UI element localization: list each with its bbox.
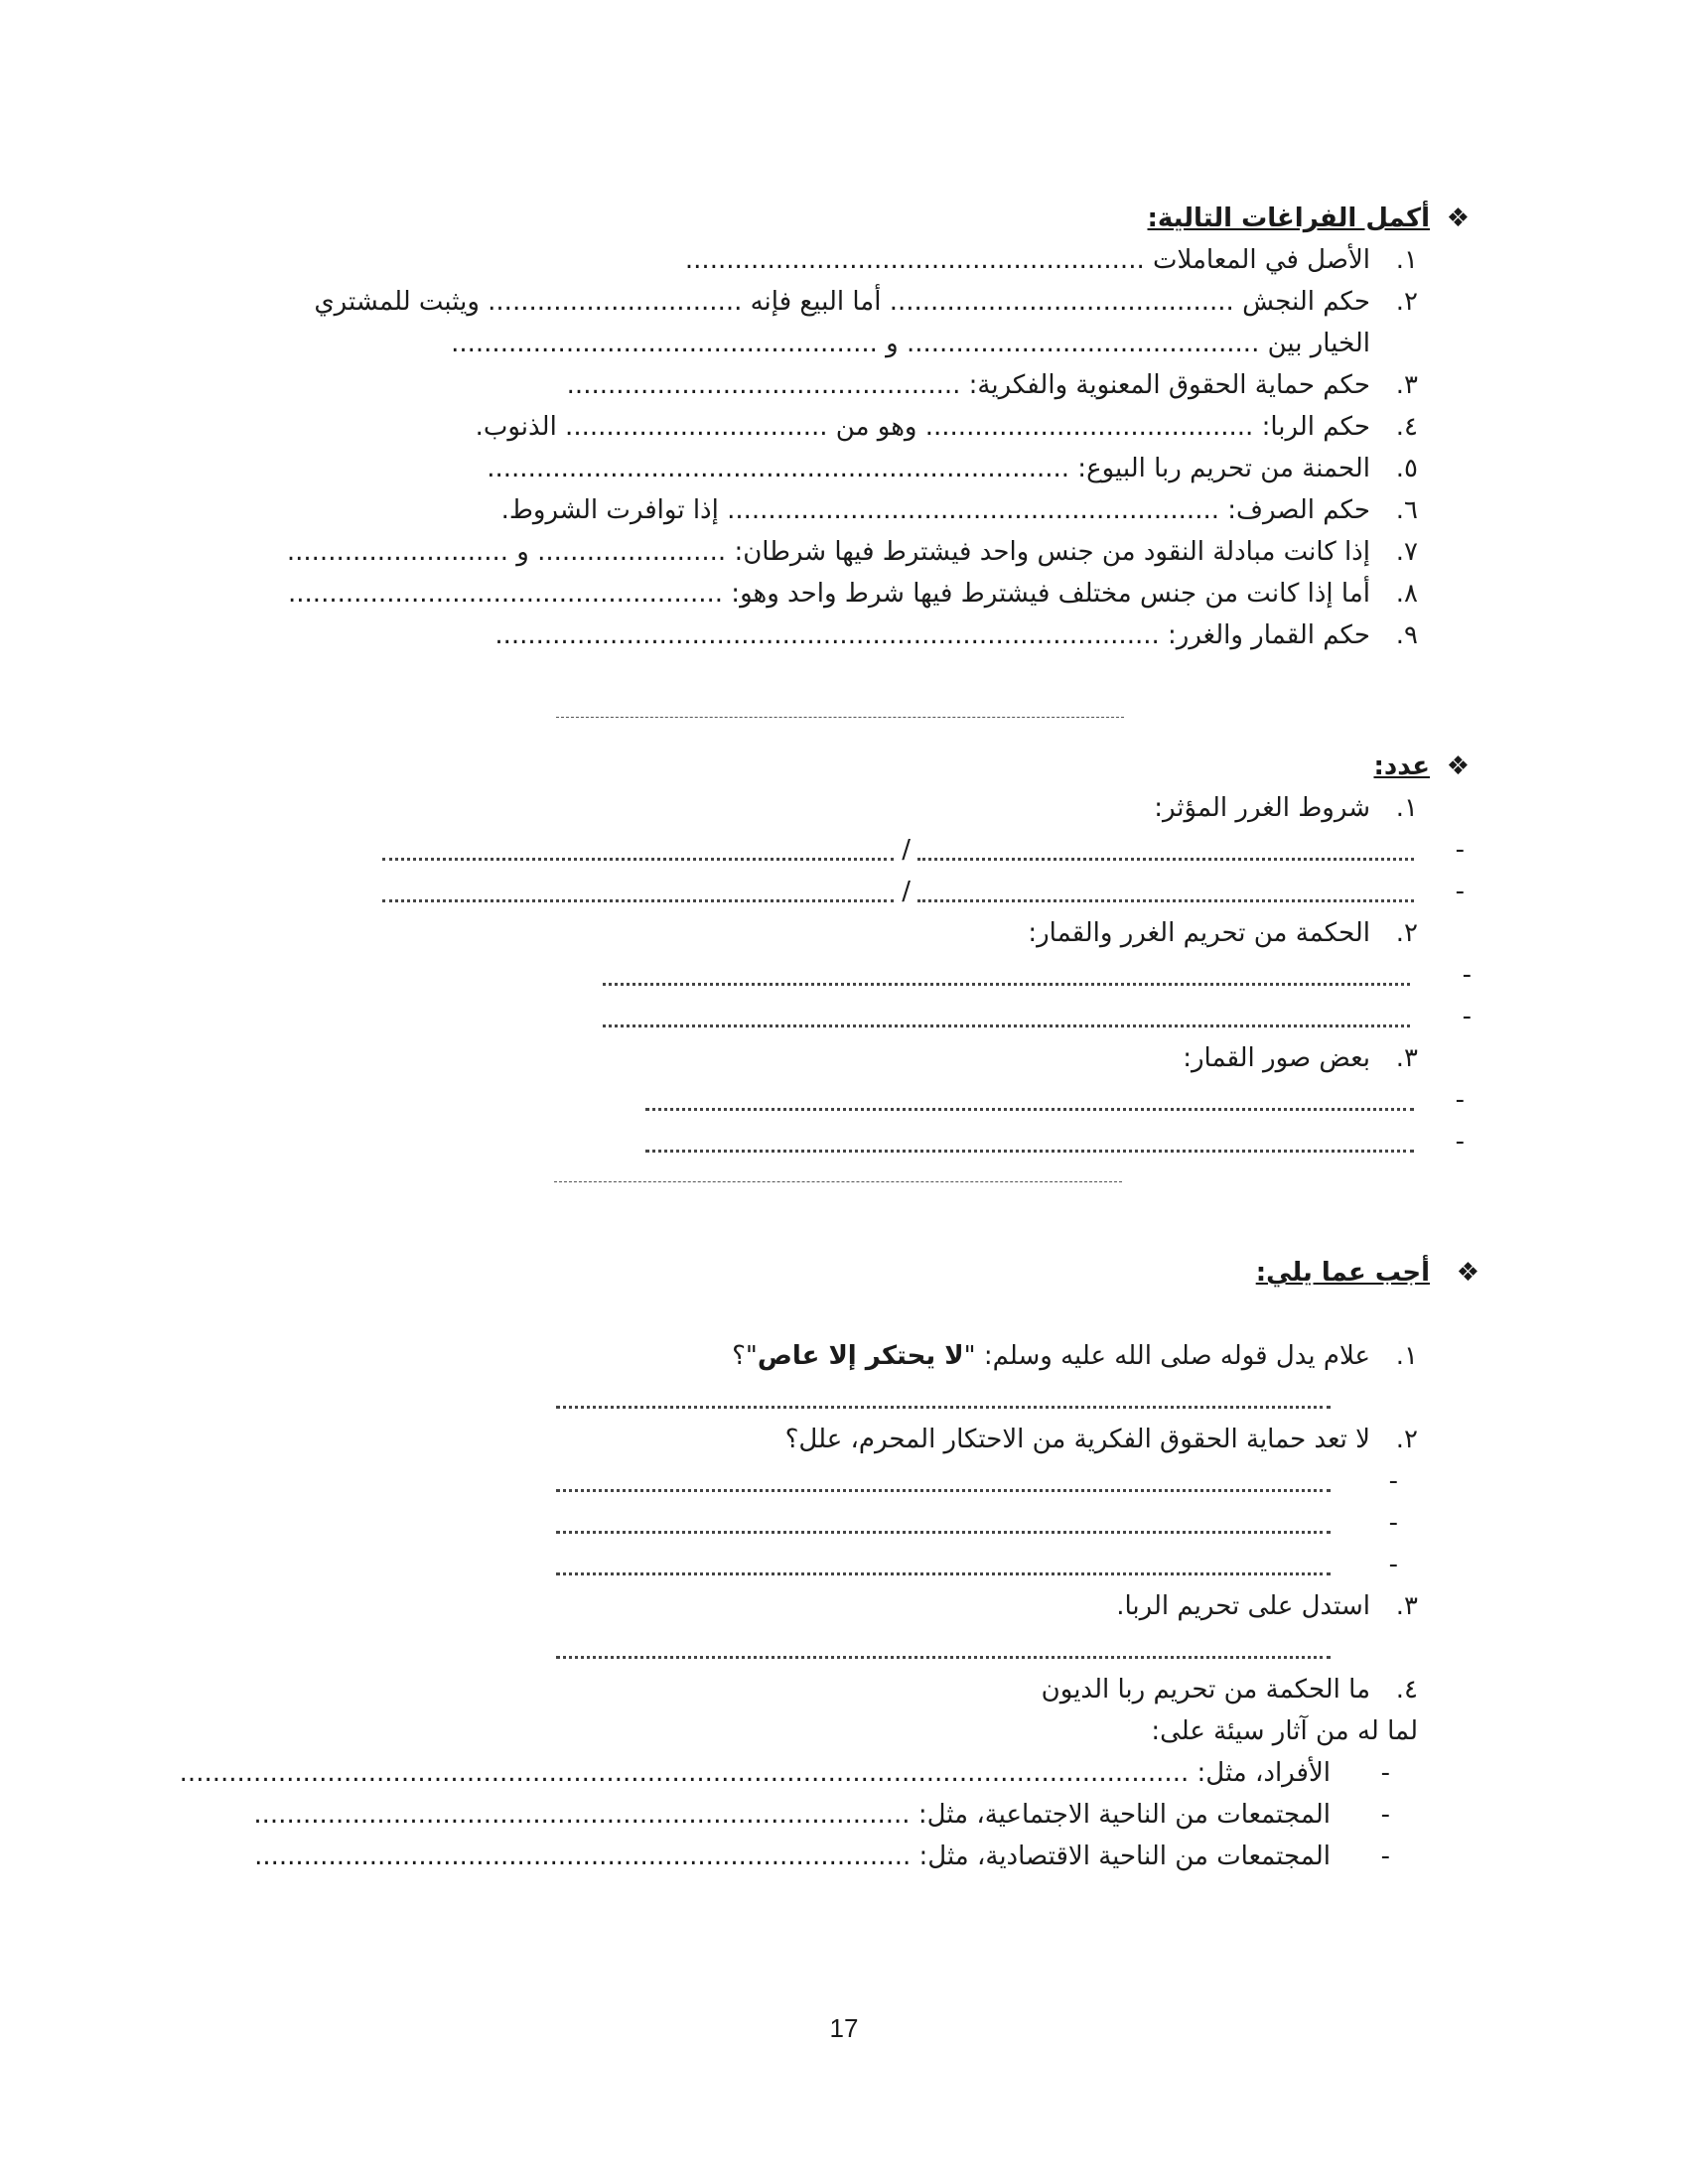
- answer-dots: [645, 1150, 1414, 1153]
- dash-bullet: -: [1388, 1466, 1398, 1496]
- item-number: ٣.: [1395, 370, 1418, 400]
- dash-bullet: -: [1455, 877, 1465, 906]
- dash-bullet: -: [1455, 1085, 1465, 1115]
- answer-dots: [556, 1531, 1331, 1534]
- fill-blank-line: حكم الربا: ........................................ وهو من ................................ الذنوب.: [475, 412, 1370, 442]
- effect-line: المجتمعات من الناحية الاقتصادية، مثل: ................................................................................: [254, 1842, 1331, 1871]
- fill-blank-line: حكم حماية الحقوق المعنوية والفكرية: ................................................: [566, 370, 1370, 400]
- fill-blank-line: الحمنة من تحريم ربا البيوع: .......................................................................: [487, 454, 1370, 483]
- slash-separator: /: [902, 877, 911, 906]
- effect-line: المجتمعات من الناحية الاجتماعية، مثل: ................................................................................: [253, 1800, 1331, 1830]
- question-text-before: علام يدل قوله صلى الله عليه وسلم: ": [963, 1341, 1370, 1371]
- answer-dots: [556, 1406, 1331, 1409]
- item-number: ٤.: [1395, 1675, 1418, 1705]
- question-text: شروط الغرر المؤثر:: [1154, 793, 1370, 823]
- dash-bullet: -: [1455, 835, 1465, 865]
- question-text: لا تعد حماية الحقوق الفكرية من الاحتكار المحرم، علل؟: [784, 1425, 1370, 1454]
- slash-separator: /: [902, 835, 911, 865]
- question-text: استدل على تحريم الربا.: [1116, 1591, 1370, 1621]
- answer-dots: [603, 1024, 1410, 1027]
- answer-dots: [556, 1572, 1331, 1575]
- item-number: ٣.: [1395, 1591, 1418, 1621]
- section-title-count: عدد:: [1373, 751, 1430, 781]
- item-number: ٨.: [1395, 579, 1418, 609]
- section-title-answer: أجب عما يلي:: [1255, 1258, 1430, 1288]
- item-number: ١.: [1395, 1341, 1418, 1371]
- dash-bullet: -: [1380, 1758, 1390, 1788]
- answer-dots: [382, 858, 894, 861]
- fill-blank-line: حكم النجش .......................................... أما البيع فإنه ............................... ويثبت للمشتري: [314, 287, 1370, 317]
- section-title-fill-blanks: أكمل الفراغات التالية:: [1147, 204, 1430, 233]
- answer-dots: [603, 983, 1410, 986]
- item-number: ١.: [1395, 245, 1418, 275]
- answer-dots: [645, 1108, 1414, 1111]
- dash-bullet: -: [1455, 1127, 1465, 1157]
- question-text-after: "؟: [732, 1341, 758, 1371]
- section-divider: [556, 717, 1124, 718]
- dash-bullet: -: [1462, 960, 1472, 990]
- answer-dots: [556, 1656, 1331, 1659]
- dash-bullet: -: [1388, 1508, 1398, 1538]
- fill-blank-line: الأصل في المعاملات ........................................................: [684, 245, 1370, 275]
- dash-bullet: -: [1380, 1800, 1390, 1830]
- answer-dots: [382, 899, 894, 902]
- item-number: ١.: [1395, 793, 1418, 823]
- fill-blank-line: أما إذا كانت من جنس مختلف فيشترط فيها شرط واحد وهو: .....................................................: [288, 579, 1370, 609]
- item-number: ٣.: [1395, 1043, 1418, 1073]
- diamond-bullet-icon: ❖: [1446, 204, 1470, 233]
- dash-bullet: -: [1388, 1550, 1398, 1579]
- item-number: ٢.: [1395, 1425, 1418, 1454]
- diamond-bullet-icon: ❖: [1446, 751, 1470, 781]
- item-number: ٢.: [1395, 918, 1418, 948]
- fill-blank-line: حكم الصرف: ............................................................ إذا توافرت الشروط.: [500, 495, 1370, 525]
- item-number: ٥.: [1395, 454, 1418, 483]
- question-subtext: لما له من آثار سيئة على:: [1151, 1716, 1418, 1746]
- answer-dots: [917, 858, 1414, 861]
- answer-dots: [556, 1489, 1331, 1492]
- section-divider: [554, 1181, 1122, 1182]
- question-text: بعض صور القمار:: [1183, 1043, 1370, 1073]
- item-number: ٤.: [1395, 412, 1418, 442]
- question-text: [732, 1336, 1370, 1376]
- fill-blank-line: الخيار بين ........................................... و ....................................................: [451, 329, 1370, 358]
- effect-line: الأفراد، مثل: ...........................................................................................................................: [179, 1758, 1331, 1788]
- question-text: الحكمة من تحريم الغرر والقمار:: [1028, 918, 1370, 948]
- item-number: ٧.: [1395, 537, 1418, 567]
- item-number: ٢.: [1395, 287, 1418, 317]
- dash-bullet: -: [1462, 1002, 1472, 1031]
- diamond-bullet-icon: ❖: [1456, 1258, 1479, 1288]
- page-number: 17: [829, 2013, 859, 2043]
- answer-dots: [917, 899, 1414, 902]
- question-text: ما الحكمة من تحريم ربا الديون: [1041, 1675, 1370, 1705]
- dash-bullet: -: [1380, 1842, 1390, 1871]
- item-number: ٦.: [1395, 495, 1418, 525]
- fill-blank-line: حكم القمار والغرر: .................................................................................: [494, 620, 1370, 650]
- fill-blank-line: إذا كانت مبادلة النقود من جنس واحد فيشترط فيها شرطان: ....................... و ...........................: [286, 537, 1370, 567]
- item-number: ٩.: [1395, 620, 1418, 650]
- hadith-quote: لا يحتكر إلا عاص: [757, 1341, 964, 1371]
